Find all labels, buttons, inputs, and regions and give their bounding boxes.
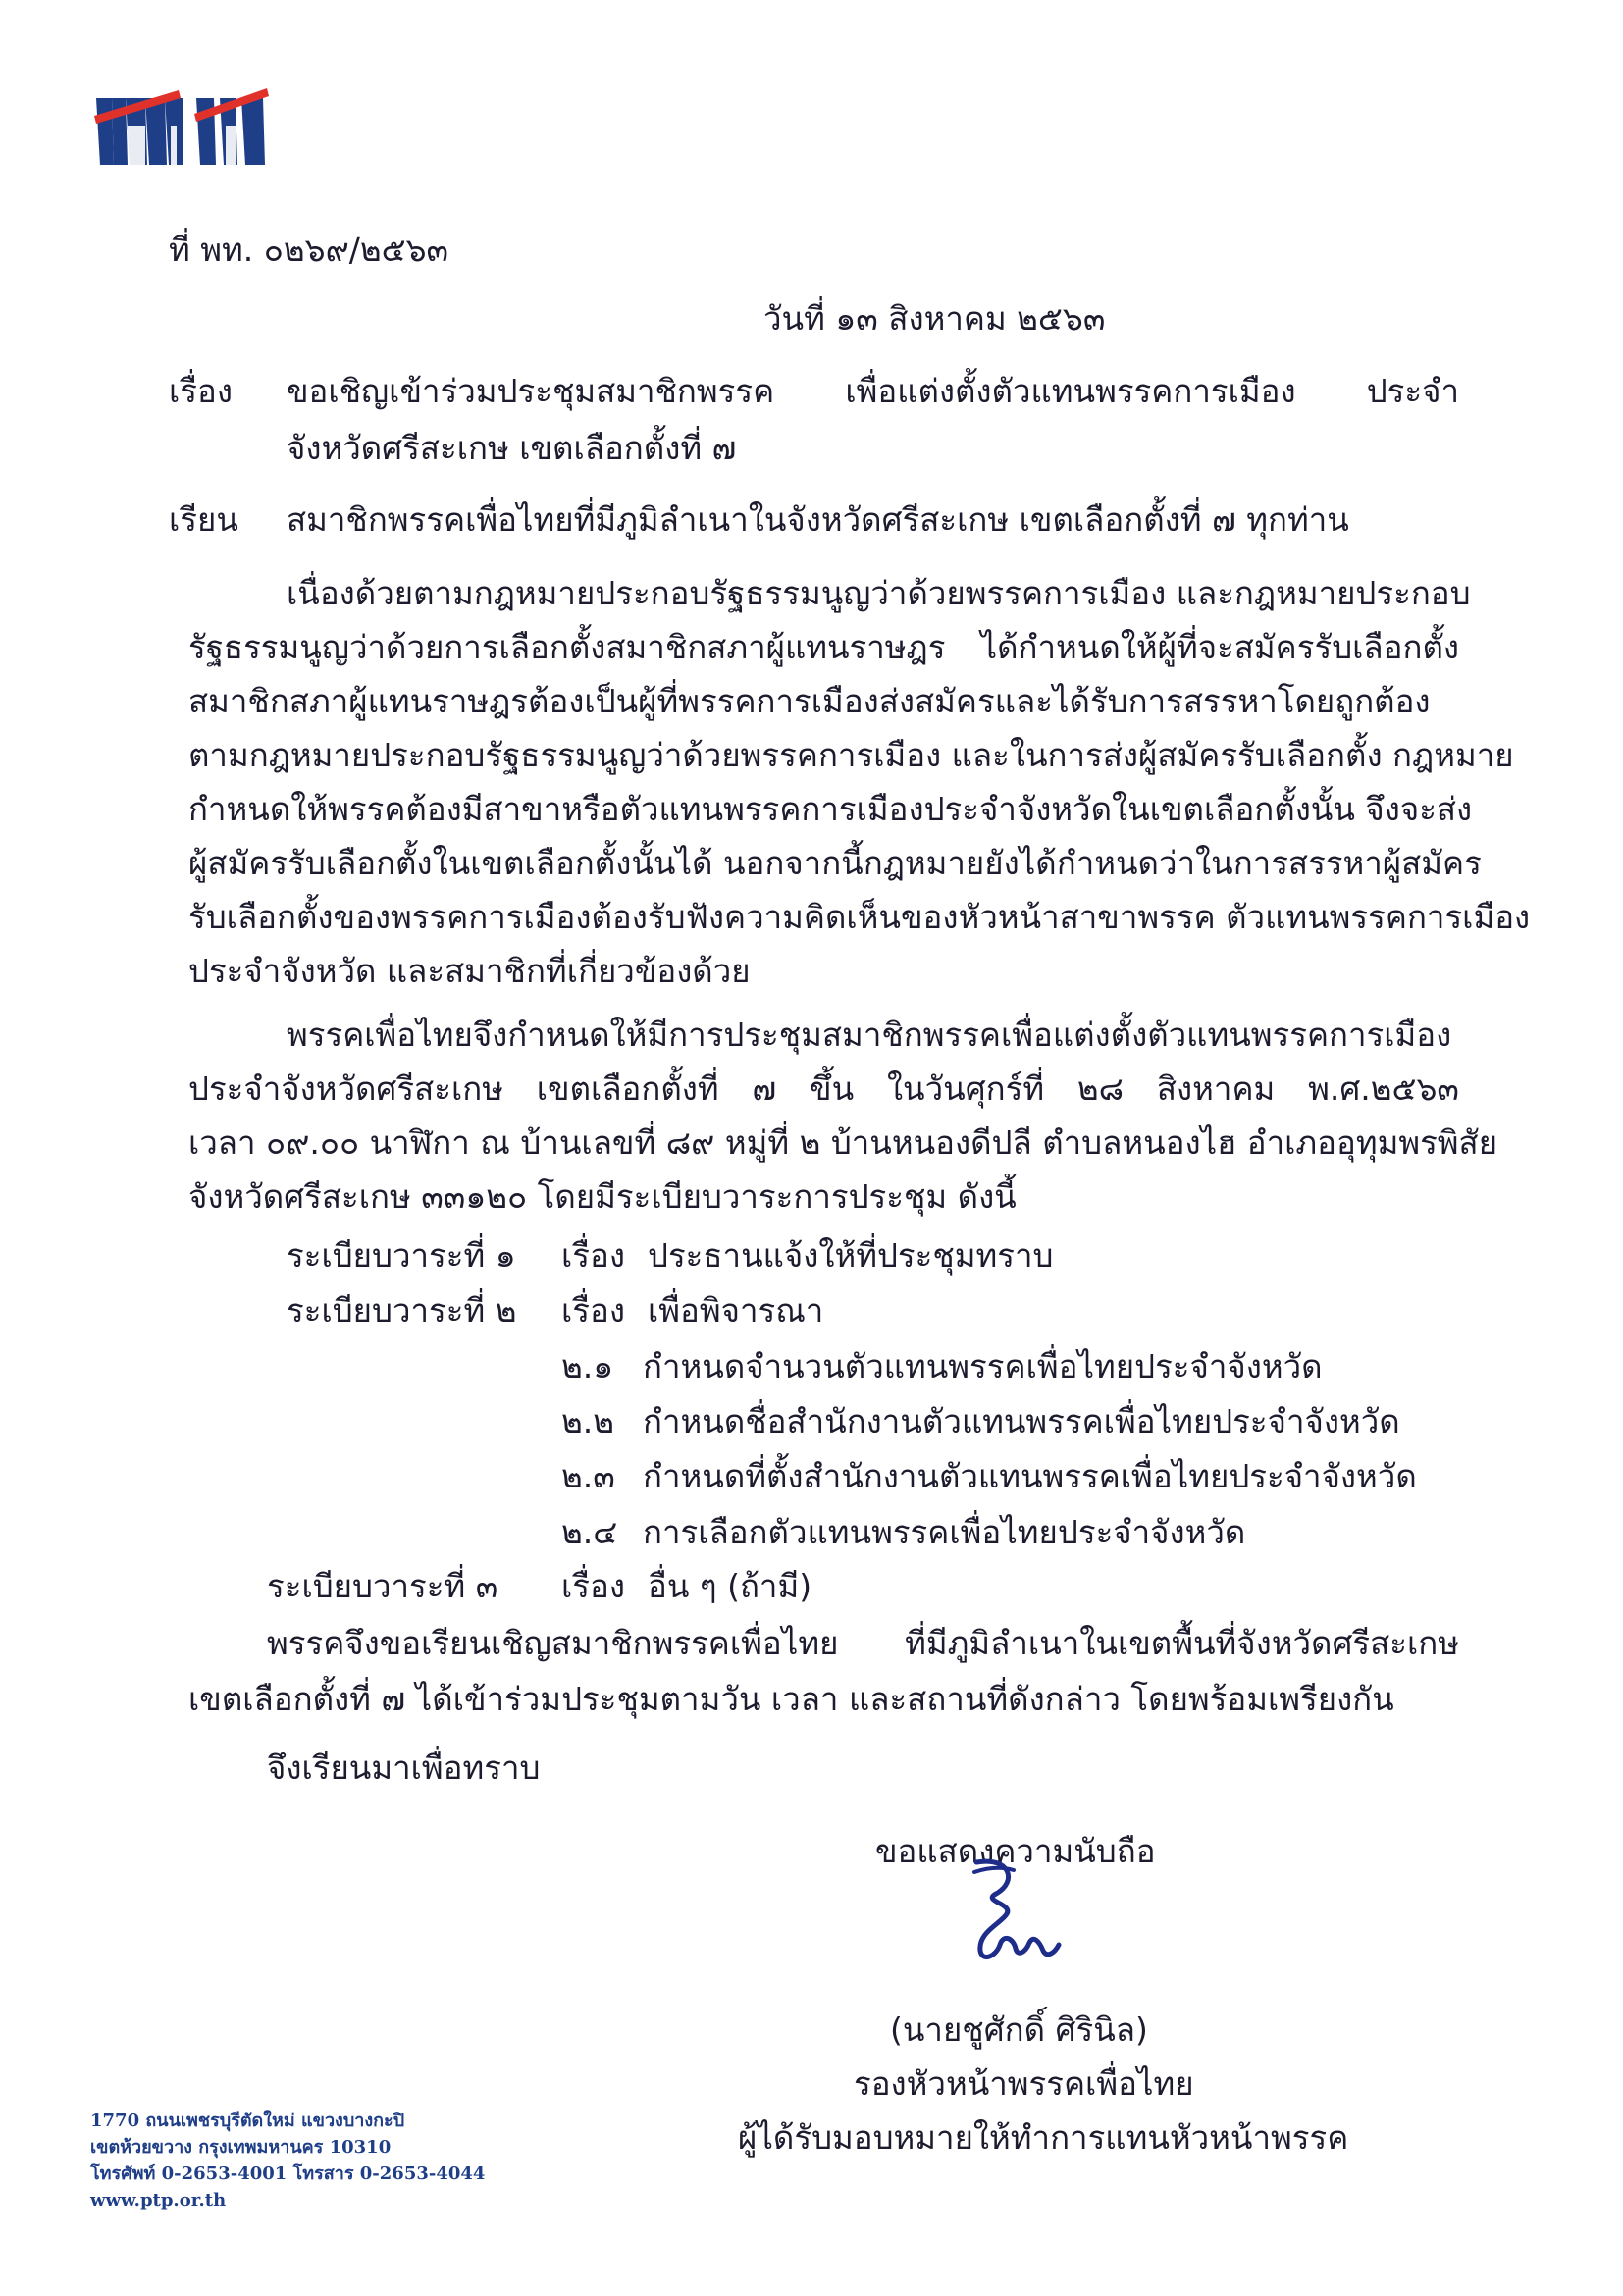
body-line: กำหนดให้พรรคต้องมีสาขาหรือตัวแทนพรรคการเมืองประจำจังหวัดในเขตเลือกตั้งนั้น จึงจะส่ง [188, 790, 1473, 828]
agenda-subject-label: เรื่อง [561, 1291, 625, 1330]
body-line: ตามกฎหมายประกอบรัฐธรรมนูญว่าด้วยพรรคการเมือง และในการส่งผู้สมัครรับเลือกตั้ง กฎหมาย [188, 736, 1514, 774]
body-line: ผู้สมัครรับเลือกตั้งในเขตเลือกตั้งนั้นได้ นอกจากนี้กฎหมายยังได้กำหนดว่าในการสรรหาผู้สมัคร [188, 844, 1482, 882]
subject-line-2: จังหวัดศรีสะเกษ เขตเลือกตั้งที่ ๗ [287, 429, 737, 467]
agenda-sub-number: ๒.๓ [561, 1457, 615, 1495]
handwritten-signature-icon [957, 1854, 1065, 1972]
regards-text: ขอแสดงความนับถือ [875, 1832, 1156, 1870]
recipient-label: เรียน [169, 500, 238, 539]
document-date: วันที่ ๑๓ สิงหาคม ๒๕๖๓ [763, 299, 1106, 338]
body-line: สมาชิกสภาผู้แทนราษฎรต้องเป็นผู้ที่พรรคการเมืองส่งสมัครและได้รับการสรรหาโดยถูกต้อง [188, 682, 1431, 720]
body-line: ประจำจังหวัด และสมาชิกที่เกี่ยวข้องด้วย [188, 952, 751, 990]
party-logo [88, 86, 277, 177]
pheu-thai-party-logo-icon [88, 86, 277, 177]
agenda-sub-text: การเลือกตัวแทนพรรคเพื่อไทยประจำจังหวัด [643, 1513, 1246, 1551]
agenda-subject-label: เรื่อง [561, 1236, 625, 1275]
subject-label: เรื่อง [169, 372, 233, 410]
agenda-sub-text: กำหนดจำนวนตัวแทนพรรคเพื่อไทยประจำจังหวัด [643, 1347, 1323, 1385]
subject-line-1: ขอเชิญเข้าร่วมประชุมสมาชิกพรรค เพื่อแต่งตั้งตัวแทนพรรคการเมือง ประจำ [287, 372, 1459, 410]
body-line: ประจำจังหวัดศรีสะเกษ เขตเลือกตั้งที่ ๗ ขึ้น ในวันศุกร์ที่ ๒๘ สิงหาคม พ.ศ.๒๕๖๓ [188, 1070, 1459, 1108]
agenda-item-label: ระเบียบวาระที่ ๓ [267, 1567, 498, 1605]
document-reference: ที่ พท. ๐๒๖๙/๒๕๖๓ [169, 231, 449, 269]
signer-title: รองหัวหน้าพรรคเพื่อไทย [854, 2064, 1194, 2103]
agenda-sub-number: ๒.๒ [561, 1402, 614, 1440]
recipient-text: สมาชิกพรรคเพื่อไทยที่มีภูมิลำเนาในจังหวัดศรีสะเกษ เขตเลือกตั้งที่ ๗ ทุกท่าน [287, 500, 1349, 539]
footer-address-1: 1770 ถนนเพชรบุรีตัดใหม่ แขวงบางกะปิ [90, 2111, 405, 2131]
body-line: เวลา ๐๙.๐๐ นาฬิกา ณ บ้านเลขที่ ๘๙ หมู่ที่ ๒ บ้านหนองดีปลี ตำบลหนองไฮ อำเภออุทุมพรพิสัย [188, 1123, 1498, 1162]
body-line: จังหวัดศรีสะเกษ ๓๓๑๒๐ โดยมีระเบียบวาระการประชุม ดังนี้ [188, 1177, 1017, 1216]
closing-text: จึงเรียนมาเพื่อทราบ [267, 1748, 541, 1787]
body-line: รับเลือกตั้งของพรรคการเมืองต้องรับฟังความคิดเห็นของหัวหน้าสาขาพรรค ตัวแทนพรรคการเมือง [188, 898, 1531, 936]
agenda-item-text: เพื่อพิจารณา [648, 1291, 824, 1330]
agenda-sub-number: ๒.๔ [561, 1513, 618, 1551]
agenda-item-text: อื่น ๆ (ถ้ามี) [648, 1567, 812, 1605]
body-line: เนื่องด้วยตามกฎหมายประกอบรัฐธรรมนูญว่าด้วยพรรคการเมือง และกฎหมายประกอบ [287, 574, 1471, 612]
agenda-sub-text: กำหนดที่ตั้งสำนักงานตัวแทนพรรคเพื่อไทยประจำจังหวัด [643, 1457, 1417, 1495]
signer-authority: ผู้ได้รับมอบหมายให้ทำการแทนหัวหน้าพรรค [738, 2118, 1349, 2157]
body-line: เขตเลือกตั้งที่ ๗ ได้เข้าร่วมประชุมตามวัน เวลา และสถานที่ดังกล่าว โดยพร้อมเพรียงกัน [188, 1680, 1394, 1718]
footer-phone: โทรศัพท์ 0-2653-4001 โทรสาร 0-2653-4044 [90, 2164, 486, 2184]
body-line: พรรคเพื่อไทยจึงกำหนดให้มีการประชุมสมาชิกพรรคเพื่อแต่งตั้งตัวแทนพรรคการเมือง [287, 1016, 1452, 1054]
body-line: รัฐธรรมนูญว่าด้วยการเลือกตั้งสมาชิกสภาผู้แทนราษฎร ได้กำหนดให้ผู้ที่จะสมัครรับเลือกตั้ง [188, 628, 1459, 666]
agenda-subject-label: เรื่อง [561, 1567, 625, 1605]
footer-website[interactable]: www.ptp.or.th [90, 2190, 227, 2211]
body-line: พรรคจึงขอเรียนเชิญสมาชิกพรรคเพื่อไทย ที่มีภูมิลำเนาในเขตพื้นที่จังหวัดศรีสะเกษ [267, 1624, 1459, 1662]
agenda-sub-text: กำหนดชื่อสำนักงานตัวแทนพรรคเพื่อไทยประจำจังหวัด [643, 1402, 1400, 1440]
footer-address-2: เขตห้วยขวาง กรุงเทพมหานคร 10310 [90, 2137, 392, 2158]
agenda-item-text: ประธานแจ้งให้ที่ประชุมทราบ [648, 1236, 1054, 1275]
signer-name: (นายชูศักดิ์ ศิรินิล) [890, 2010, 1148, 2049]
agenda-sub-number: ๒.๑ [561, 1347, 614, 1385]
agenda-item-label: ระเบียบวาระที่ ๑ [287, 1236, 516, 1275]
agenda-item-label: ระเบียบวาระที่ ๒ [287, 1291, 517, 1330]
